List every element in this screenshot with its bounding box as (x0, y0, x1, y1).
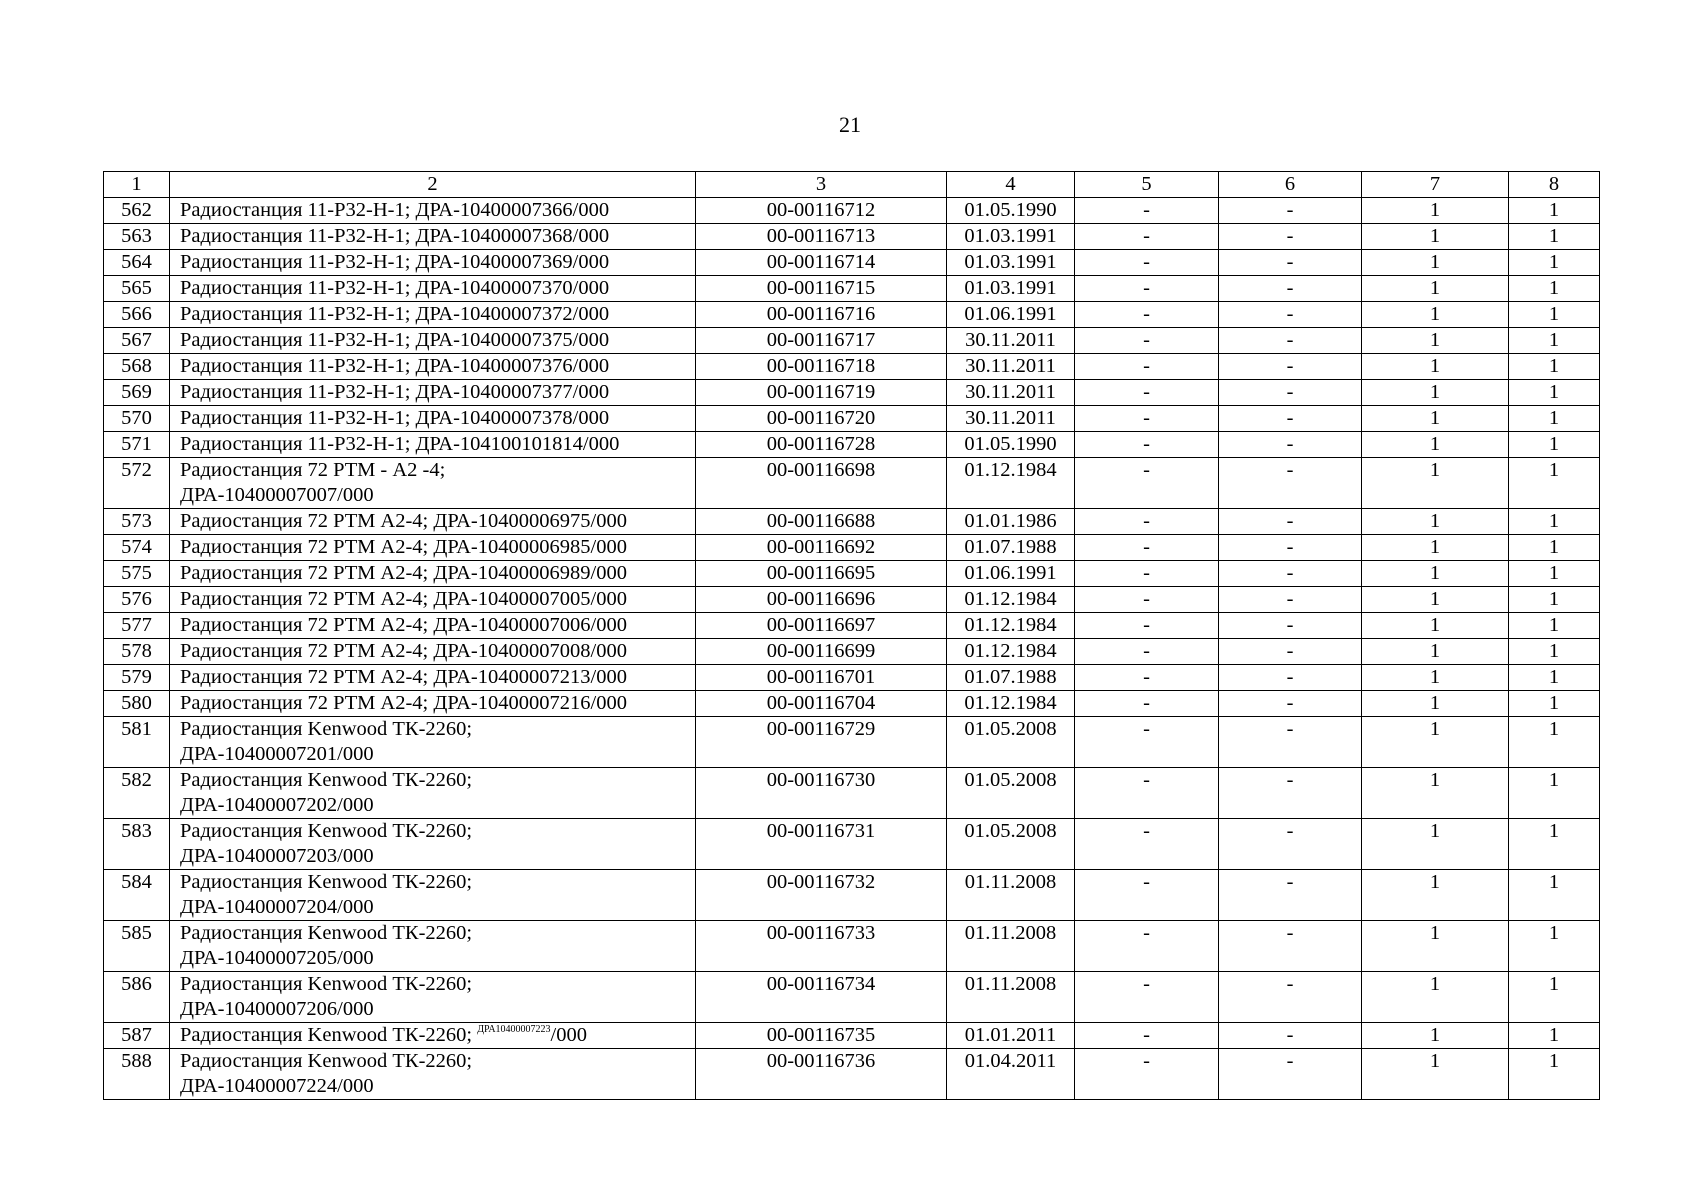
column-6-value: - (1219, 870, 1362, 921)
table-row (104, 354, 1600, 380)
item-name-line: ДРА-10400007202/000 (180, 794, 374, 816)
item-name-line: ДРА-10400007224/000 (180, 1075, 374, 1097)
column-5-value: - (1075, 639, 1219, 665)
column-6-value: - (1219, 380, 1362, 406)
column-5-value: - (1075, 819, 1219, 870)
inventory-code: 00-00116728 (696, 432, 947, 458)
column-6-value: - (1219, 432, 1362, 458)
commission-date: 01.06.1991 (947, 561, 1075, 587)
table-row (104, 406, 1600, 432)
column-6-value: - (1219, 1023, 1362, 1049)
column-6-value: - (1219, 1049, 1362, 1100)
column-5-value: - (1075, 691, 1219, 717)
column-7-value: 1 (1362, 276, 1509, 302)
column-8-value: 1 (1509, 972, 1600, 1023)
column-7-value: 1 (1362, 561, 1509, 587)
commission-date: 01.05.2008 (947, 819, 1075, 870)
item-name-line: Радиостанция 72 РТМ А2-4; ДРА-10400007005/000 (180, 588, 627, 610)
column-5-value: - (1075, 198, 1219, 224)
table-row (104, 819, 1600, 870)
column-header: 2 (170, 172, 696, 198)
column-7-value: 1 (1362, 328, 1509, 354)
column-7-value: 1 (1362, 198, 1509, 224)
item-name-line: Радиостанция Kenwood ТК-2260; (180, 871, 473, 893)
commission-date: 01.03.1991 (947, 276, 1075, 302)
column-6-value: - (1219, 224, 1362, 250)
row-number: 578 (104, 639, 170, 665)
column-5-value: - (1075, 768, 1219, 819)
inventory-code: 00-00116734 (696, 972, 947, 1023)
table-row (104, 1049, 1600, 1100)
inventory-code: 00-00116704 (696, 691, 947, 717)
column-5-value: - (1075, 535, 1219, 561)
item-name (170, 921, 696, 972)
column-7-value: 1 (1362, 870, 1509, 921)
column-7-value: 1 (1362, 717, 1509, 768)
column-5-value: - (1075, 276, 1219, 302)
row-number: 563 (104, 224, 170, 250)
item-name (170, 380, 696, 406)
column-5-value: - (1075, 250, 1219, 276)
column-7-value: 1 (1362, 613, 1509, 639)
inventory-code: 00-00116719 (696, 380, 947, 406)
column-8-value: 1 (1509, 276, 1600, 302)
table-row (104, 250, 1600, 276)
item-name (170, 717, 696, 768)
inventory-code: 00-00116732 (696, 870, 947, 921)
column-7-value: 1 (1362, 921, 1509, 972)
inventory-code: 00-00116699 (696, 639, 947, 665)
table-row (104, 276, 1600, 302)
item-name (170, 587, 696, 613)
column-7-value: 1 (1362, 380, 1509, 406)
commission-date: 01.07.1988 (947, 535, 1075, 561)
column-7-value: 1 (1362, 432, 1509, 458)
row-number: 576 (104, 587, 170, 613)
row-number: 584 (104, 870, 170, 921)
inventory-code: 00-00116730 (696, 768, 947, 819)
item-name-line: Радиостанция 11-Р32-Н-1; ДРА-10400007366/000 (180, 199, 610, 221)
commission-date: 01.05.2008 (947, 717, 1075, 768)
column-7-value: 1 (1362, 250, 1509, 276)
table-row (104, 613, 1600, 639)
commission-date: 01.05.1990 (947, 432, 1075, 458)
column-5-value: - (1075, 224, 1219, 250)
column-5-value: - (1075, 380, 1219, 406)
inventory-code: 00-00116717 (696, 328, 947, 354)
column-6-value: - (1219, 921, 1362, 972)
commission-date: 01.06.1991 (947, 302, 1075, 328)
column-5-value: - (1075, 665, 1219, 691)
table-body (104, 172, 1600, 1100)
inventory-code: 00-00116692 (696, 535, 947, 561)
inventory-code: 00-00116688 (696, 509, 947, 535)
page-number: 21 (839, 112, 861, 137)
row-number: 585 (104, 921, 170, 972)
row-number: 574 (104, 535, 170, 561)
column-5-value: - (1075, 717, 1219, 768)
column-6-value: - (1219, 276, 1362, 302)
item-name-line: Радиостанция 11-Р32-Н-1; ДРА-10400007368/000 (180, 225, 610, 247)
column-8-value: 1 (1509, 535, 1600, 561)
column-5-value: - (1075, 302, 1219, 328)
item-name-line: ДРА-10400007007/000 (180, 484, 374, 506)
item-name-line: Радиостанция 11-Р32-Н-1; ДРА-104100101814/000 (180, 433, 620, 455)
item-name-line: Радиостанция 72 РТМ - А2 -4; (180, 459, 446, 481)
item-name-line: Радиостанция Kenwood ТК-2260; (180, 922, 473, 944)
column-7-value: 1 (1362, 302, 1509, 328)
commission-date: 01.01.1986 (947, 509, 1075, 535)
inventory-code: 00-00116714 (696, 250, 947, 276)
row-number: 566 (104, 302, 170, 328)
table-row (104, 509, 1600, 535)
row-number: 580 (104, 691, 170, 717)
column-5-value: - (1075, 921, 1219, 972)
column-6-value: - (1219, 328, 1362, 354)
table-row (104, 972, 1600, 1023)
column-6-value: - (1219, 458, 1362, 509)
commission-date: 01.05.2008 (947, 768, 1075, 819)
column-8-value: 1 (1509, 250, 1600, 276)
commission-date: 01.12.1984 (947, 587, 1075, 613)
item-name-line: Радиостанция 11-Р32-Н-1; ДРА-10400007372/000 (180, 303, 610, 325)
column-5-value: - (1075, 613, 1219, 639)
item-name-line: Радиостанция Kenwood ТК-2260; (180, 769, 473, 791)
table-row (104, 380, 1600, 406)
item-name (170, 768, 696, 819)
column-7-value: 1 (1362, 1023, 1509, 1049)
column-8-value: 1 (1509, 432, 1600, 458)
inventory-code: 00-00116713 (696, 224, 947, 250)
commission-date: 30.11.2011 (947, 406, 1075, 432)
item-name (170, 224, 696, 250)
row-number: 577 (104, 613, 170, 639)
inventory-code: 00-00116735 (696, 1023, 947, 1049)
table-row (104, 665, 1600, 691)
table-row (104, 535, 1600, 561)
column-header-row (104, 172, 1600, 198)
column-7-value: 1 (1362, 535, 1509, 561)
item-name (170, 535, 696, 561)
row-number: 562 (104, 198, 170, 224)
row-number: 587 (104, 1023, 170, 1049)
column-7-value: 1 (1362, 354, 1509, 380)
commission-date: 01.12.1984 (947, 639, 1075, 665)
inventory-code: 00-00116712 (696, 198, 947, 224)
row-number: 567 (104, 328, 170, 354)
item-name (170, 819, 696, 870)
commission-date: 01.11.2008 (947, 972, 1075, 1023)
row-number: 565 (104, 276, 170, 302)
commission-date: 01.07.1988 (947, 665, 1075, 691)
item-name-line: ДРА-10400007204/000 (180, 896, 374, 918)
row-number: 586 (104, 972, 170, 1023)
column-5-value: - (1075, 509, 1219, 535)
item-name-tail: /000 (550, 1024, 587, 1046)
commission-date: 01.03.1991 (947, 250, 1075, 276)
column-header: 8 (1509, 172, 1600, 198)
item-name-line: Радиостанция Kenwood ТК-2260; (180, 820, 473, 842)
column-8-value: 1 (1509, 224, 1600, 250)
row-number: 582 (104, 768, 170, 819)
item-name (170, 691, 696, 717)
item-name (170, 432, 696, 458)
item-name (170, 1023, 696, 1049)
item-name (170, 1049, 696, 1100)
inventory-code: 00-00116716 (696, 302, 947, 328)
column-5-value: - (1075, 1023, 1219, 1049)
column-header: 4 (947, 172, 1075, 198)
table-row (104, 224, 1600, 250)
column-5-value: - (1075, 406, 1219, 432)
item-name-line: Радиостанция Kenwood ТК-2260; (180, 1024, 478, 1046)
column-7-value: 1 (1362, 665, 1509, 691)
column-8-value: 1 (1509, 380, 1600, 406)
column-8-value: 1 (1509, 921, 1600, 972)
column-5-value: - (1075, 458, 1219, 509)
item-name (170, 509, 696, 535)
column-8-value: 1 (1509, 639, 1600, 665)
table-row (104, 639, 1600, 665)
item-name (170, 613, 696, 639)
column-7-value: 1 (1362, 768, 1509, 819)
commission-date: 01.11.2008 (947, 921, 1075, 972)
column-8-value: 1 (1509, 613, 1600, 639)
item-name (170, 561, 696, 587)
item-name (170, 972, 696, 1023)
item-name (170, 406, 696, 432)
table-row (104, 328, 1600, 354)
item-name-line: Радиостанция 11-Р32-Н-1; ДРА-10400007375/000 (180, 329, 610, 351)
column-7-value: 1 (1362, 819, 1509, 870)
inventory-code: 00-00116701 (696, 665, 947, 691)
table-row (104, 691, 1600, 717)
item-name (170, 198, 696, 224)
column-6-value: - (1219, 613, 1362, 639)
column-7-value: 1 (1362, 639, 1509, 665)
column-7-value: 1 (1362, 509, 1509, 535)
column-6-value: - (1219, 302, 1362, 328)
item-name-line: ДРА-10400007205/000 (180, 947, 374, 969)
column-8-value: 1 (1509, 587, 1600, 613)
item-name (170, 276, 696, 302)
item-name-line: Радиостанция 72 РТМ А2-4; ДРА-10400007006/000 (180, 614, 627, 636)
column-8-value: 1 (1509, 870, 1600, 921)
row-number: 570 (104, 406, 170, 432)
inventory-code: 00-00116729 (696, 717, 947, 768)
item-name-line: Радиостанция 72 РТМ А2-4; ДРА-10400006985/000 (180, 536, 627, 558)
inventory-code: 00-00116736 (696, 1049, 947, 1100)
column-6-value: - (1219, 819, 1362, 870)
commission-date: 01.01.2011 (947, 1023, 1075, 1049)
table-row (104, 1023, 1600, 1049)
column-6-value: - (1219, 639, 1362, 665)
column-5-value: - (1075, 328, 1219, 354)
item-name (170, 328, 696, 354)
item-name (170, 870, 696, 921)
column-header: 1 (104, 172, 170, 198)
inventory-code: 00-00116731 (696, 819, 947, 870)
column-6-value: - (1219, 587, 1362, 613)
commission-date: 01.04.2011 (947, 1049, 1075, 1100)
column-6-value: - (1219, 691, 1362, 717)
commission-date: 30.11.2011 (947, 380, 1075, 406)
column-8-value: 1 (1509, 561, 1600, 587)
column-6-value: - (1219, 535, 1362, 561)
item-name-line: Радиостанция 72 РТМ А2-4; ДРА-10400007216/000 (180, 692, 627, 714)
item-name-line: Радиостанция Kenwood ТК-2260; (180, 1050, 473, 1072)
item-name-line: Радиостанция 72 РТМ А2-4; ДРА-10400006989/000 (180, 562, 627, 584)
row-number: 588 (104, 1049, 170, 1100)
table-row (104, 302, 1600, 328)
column-8-value: 1 (1509, 302, 1600, 328)
column-6-value: - (1219, 717, 1362, 768)
inventory-code: 00-00116695 (696, 561, 947, 587)
column-8-value: 1 (1509, 354, 1600, 380)
item-name-line: Радиостанция 72 РТМ А2-4; ДРА-10400007008/000 (180, 640, 627, 662)
table-row (104, 921, 1600, 972)
commission-date: 30.11.2011 (947, 328, 1075, 354)
inventory-code: 00-00116718 (696, 354, 947, 380)
commission-date: 01.12.1984 (947, 691, 1075, 717)
item-name (170, 639, 696, 665)
column-5-value: - (1075, 432, 1219, 458)
column-7-value: 1 (1362, 406, 1509, 432)
column-header: 7 (1362, 172, 1509, 198)
inventory-code: 00-00116720 (696, 406, 947, 432)
column-header: 6 (1219, 172, 1362, 198)
column-7-value: 1 (1362, 224, 1509, 250)
column-8-value: 1 (1509, 1023, 1600, 1049)
row-number: 569 (104, 380, 170, 406)
row-number: 573 (104, 509, 170, 535)
inventory-code: 00-00116715 (696, 276, 947, 302)
column-8-value: 1 (1509, 819, 1600, 870)
row-number: 572 (104, 458, 170, 509)
column-8-value: 1 (1509, 1049, 1600, 1100)
column-6-value: - (1219, 665, 1362, 691)
column-7-value: 1 (1362, 1049, 1509, 1100)
column-6-value: - (1219, 250, 1362, 276)
item-name-line: Радиостанция Kenwood ТК-2260; (180, 718, 473, 740)
row-number: 571 (104, 432, 170, 458)
item-name (170, 354, 696, 380)
row-number: 579 (104, 665, 170, 691)
column-6-value: - (1219, 561, 1362, 587)
column-7-value: 1 (1362, 972, 1509, 1023)
item-name-line: Радиостанция 11-Р32-Н-1; ДРА-10400007376/000 (180, 355, 610, 377)
item-name-line: Радиостанция 11-Р32-Н-1; ДРА-10400007370/000 (180, 277, 610, 299)
row-number: 581 (104, 717, 170, 768)
column-header: 3 (696, 172, 947, 198)
row-number: 564 (104, 250, 170, 276)
column-5-value: - (1075, 561, 1219, 587)
table-row (104, 198, 1600, 224)
column-7-value: 1 (1362, 691, 1509, 717)
commission-date: 30.11.2011 (947, 354, 1075, 380)
column-8-value: 1 (1509, 665, 1600, 691)
table-row (104, 717, 1600, 768)
item-name (170, 458, 696, 509)
column-5-value: - (1075, 354, 1219, 380)
commission-date: 01.12.1984 (947, 613, 1075, 639)
column-8-value: 1 (1509, 328, 1600, 354)
column-6-value: - (1219, 972, 1362, 1023)
item-name-line: Радиостанция 11-Р32-Н-1; ДРА-10400007369/000 (180, 251, 610, 273)
inventory-code: 00-00116733 (696, 921, 947, 972)
column-8-value: 1 (1509, 717, 1600, 768)
table-row (104, 870, 1600, 921)
commission-date: 01.11.2008 (947, 870, 1075, 921)
commission-date: 01.03.1991 (947, 224, 1075, 250)
column-8-value: 1 (1509, 509, 1600, 535)
item-name (170, 665, 696, 691)
column-8-value: 1 (1509, 768, 1600, 819)
item-name-superscript: ДРА10400007223 (477, 1024, 551, 1035)
column-5-value: - (1075, 870, 1219, 921)
table-row (104, 432, 1600, 458)
column-8-value: 1 (1509, 691, 1600, 717)
inventory-code: 00-00116697 (696, 613, 947, 639)
column-8-value: 1 (1509, 406, 1600, 432)
column-5-value: - (1075, 972, 1219, 1023)
column-8-value: 1 (1509, 198, 1600, 224)
column-header: 5 (1075, 172, 1219, 198)
item-name-line: ДРА-10400007206/000 (180, 998, 374, 1020)
table-row (104, 561, 1600, 587)
row-number: 583 (104, 819, 170, 870)
item-name-line: Радиостанция 72 РТМ А2-4; ДРА-10400006975/000 (180, 510, 627, 532)
inventory-code: 00-00116696 (696, 587, 947, 613)
inventory-code: 00-00116698 (696, 458, 947, 509)
item-name (170, 250, 696, 276)
column-8-value: 1 (1509, 458, 1600, 509)
item-name-line: ДРА-10400007201/000 (180, 743, 374, 765)
commission-date: 01.05.1990 (947, 198, 1075, 224)
inventory-table (103, 171, 1600, 1100)
column-7-value: 1 (1362, 587, 1509, 613)
row-number: 568 (104, 354, 170, 380)
column-6-value: - (1219, 509, 1362, 535)
item-name-line: Радиостанция Kenwood ТК-2260; (180, 973, 473, 995)
table-row (104, 587, 1600, 613)
table-row (104, 768, 1600, 819)
column-5-value: - (1075, 587, 1219, 613)
item-name-line: Радиостанция 72 РТМ А2-4; ДРА-10400007213/000 (180, 666, 627, 688)
item-name-line: ДРА-10400007203/000 (180, 845, 374, 867)
item-name-line: Радиостанция 11-Р32-Н-1; ДРА-10400007378/000 (180, 407, 610, 429)
column-6-value: - (1219, 198, 1362, 224)
item-name (170, 302, 696, 328)
column-6-value: - (1219, 768, 1362, 819)
column-6-value: - (1219, 406, 1362, 432)
table-row (104, 458, 1600, 509)
column-7-value: 1 (1362, 458, 1509, 509)
commission-date: 01.12.1984 (947, 458, 1075, 509)
item-name-line: Радиостанция 11-Р32-Н-1; ДРА-10400007377/000 (180, 381, 610, 403)
row-number: 575 (104, 561, 170, 587)
column-6-value: - (1219, 354, 1362, 380)
column-5-value: - (1075, 1049, 1219, 1100)
